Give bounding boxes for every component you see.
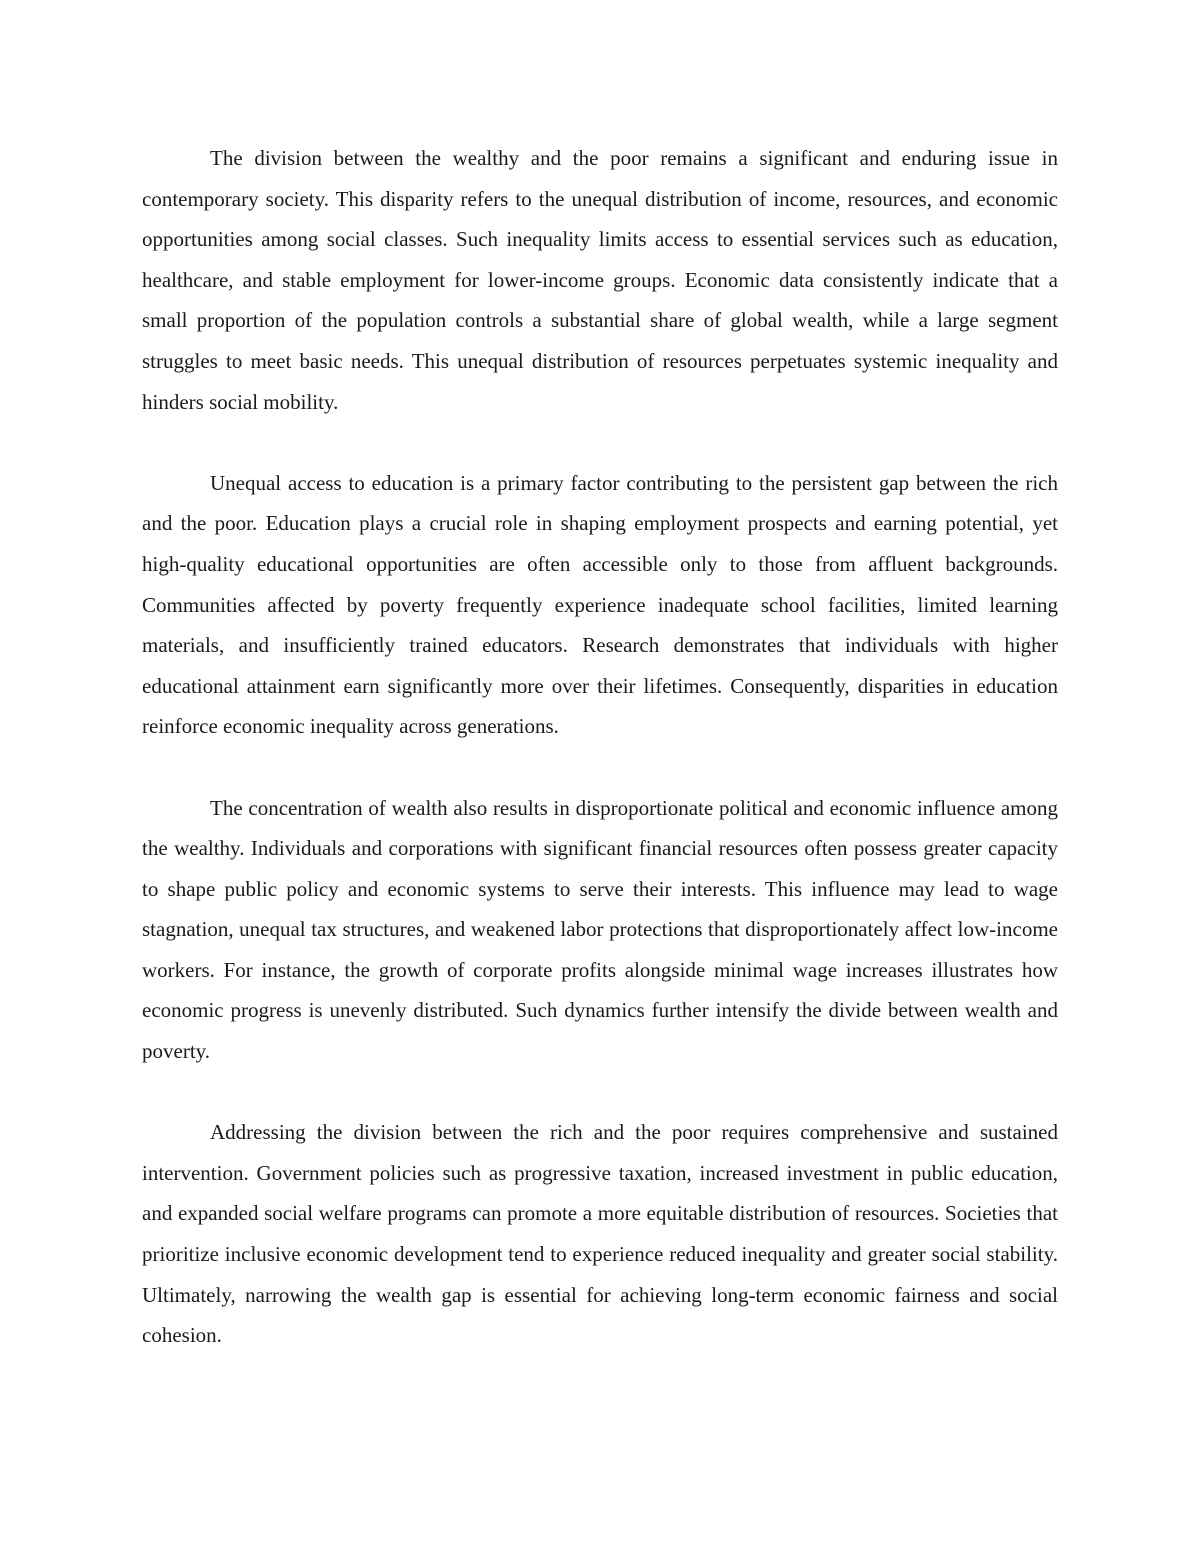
document-body	[142, 138, 1058, 1356]
paragraph-3: The concentration of wealth also results in disproportionate political and economic influence among the wealthy. Individuals and corporations with significant financial resources often possess greater capacity to shape public policy and economic systems to serve their interests. This influence may lead to wage stagnation, unequal tax structures, and weakened labor protections that disproportionately affect low-income workers. For instance, the growth of corporate profits alongside minimal wage increases illustrates how economic progress is unevenly distributed. Such dynamics further intensify the divide between wealth and poverty.	[142, 795, 1058, 1064]
paragraph-2: Unequal access to education is a primary factor contributing to the persistent gap between the rich and the poor. Education plays a crucial role in shaping employment prospects and earning potential, yet high-quality educational opportunities are often accessible only to those from affluent backgrounds. Communities affected by poverty frequently experience inadequate school facilities, limited learning materials, and insufficiently trained educators. Research demonstrates that individuals with higher educational attainment earn significantly more over their lifetimes. Consequently, disparities in education reinforce economic inequality across generations.	[142, 470, 1058, 739]
paragraph-1: The division between the wealthy and the poor remains a significant and enduring issue in contemporary society. This disparity refers to the unequal distribution of income, resources, and economic opportunities among social classes. Such inequality limits access to essential services such as education, healthcare, and stable employment for lower-income groups. Economic data consistently indicate that a small proportion of the population controls a substantial share of global wealth, while a large segment struggles to meet basic needs. This unequal distribution of resources perpetuates systemic inequality and hinders social mobility.	[142, 146, 1058, 414]
paragraph-4: Addressing the division between the rich and the poor requires comprehensive and sustained intervention. Government policies such as progressive taxation, increased investment in public education, and expanded social welfare programs can promote a more equitable distribution of resources. Societies that prioritize inclusive economic development tend to experience reduced inequality and greater social stability. Ultimately, narrowing the wealth gap is essential for achieving long-term economic fairness and social cohesion.	[142, 1120, 1058, 1348]
